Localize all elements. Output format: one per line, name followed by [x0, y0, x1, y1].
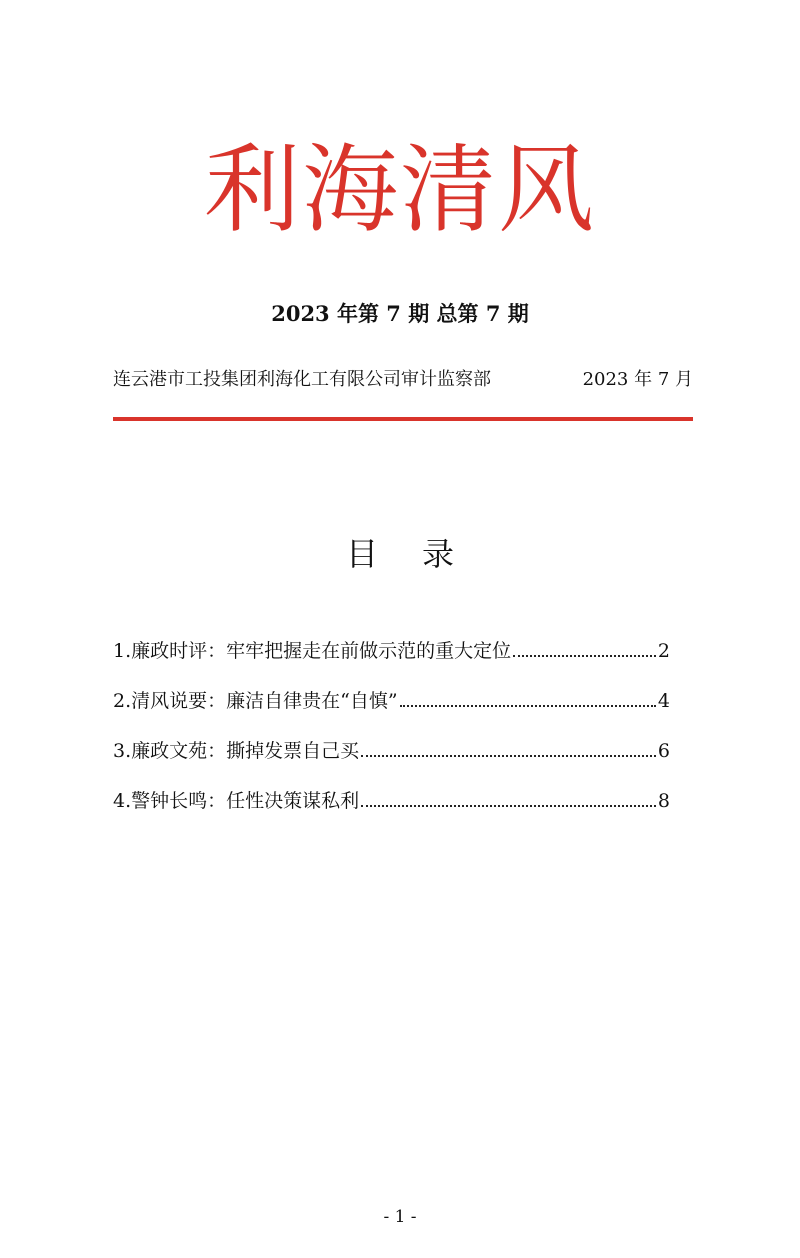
toc-entry-page: 6: [657, 740, 670, 762]
toc-entry-title: 4.警钟长鸣：任性决策谋私利: [113, 790, 360, 812]
header-divider: [113, 417, 693, 421]
publisher-line: [113, 366, 693, 394]
toc-heading: 目录: [345, 535, 498, 573]
issue-number: 2023 年第 7 期 总第 7 期: [271, 301, 529, 326]
toc-entry-title: 1.廉政时评：牢牢把握走在前做示范的重大定位: [113, 640, 512, 662]
publish-date: 2023 年 7 月: [582, 369, 693, 390]
toc-dot-leader: [361, 805, 656, 807]
toc-entry[interactable]: [113, 636, 670, 686]
toc-dot-leader: [400, 705, 656, 707]
toc-entry-title: 2.清风说要：廉洁自律贵在“自慎”: [113, 690, 398, 712]
toc-entry[interactable]: [113, 686, 670, 736]
toc-dot-leader: [361, 755, 656, 757]
toc-entry-page: 2: [657, 640, 670, 662]
toc-entry[interactable]: [113, 736, 670, 786]
publisher-organization: 连云港市工投集团利海化工有限公司审计监察部: [113, 369, 491, 390]
toc-entry-title: 3.廉政文苑：撕掉发票自己买: [113, 740, 360, 762]
toc-entry-page: 8: [657, 790, 670, 812]
masthead-title: 利海清风: [204, 134, 596, 246]
table-of-contents: [113, 636, 670, 836]
page-number: - 1 -: [383, 1207, 417, 1227]
toc-entry[interactable]: [113, 786, 670, 836]
toc-entry-page: 4: [657, 690, 670, 712]
toc-dot-leader: [513, 655, 656, 657]
